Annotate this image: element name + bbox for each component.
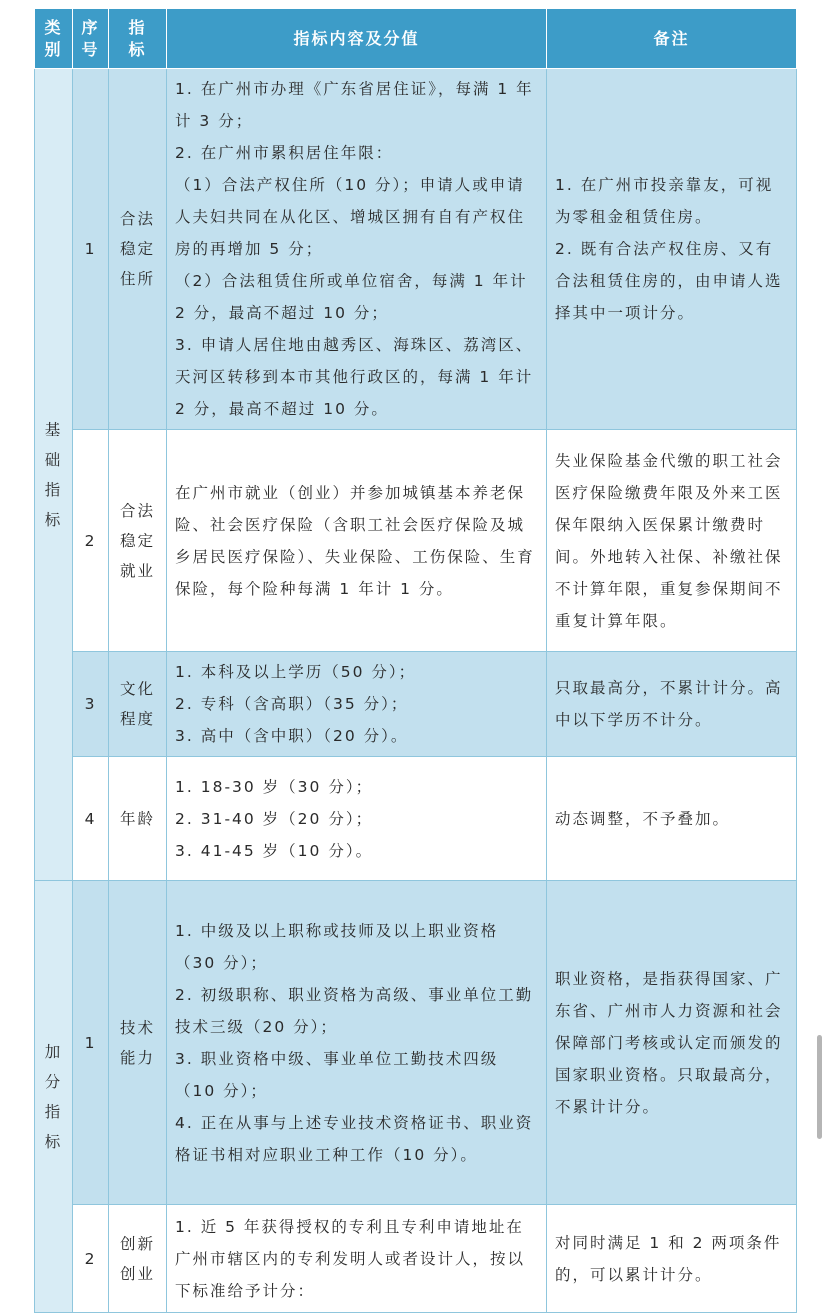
header-category: 类别 [35, 9, 73, 69]
table-row [35, 69, 797, 430]
indicator-name: 创新创业 [109, 1205, 167, 1313]
indicator-content: 1. 18-30 岁（30 分）； 2. 31-40 岁（20 分）； 3. 41-45 岁（10 分）。 [167, 757, 547, 881]
header-number: 序号 [73, 9, 109, 69]
table-row [35, 430, 797, 652]
indicator-name: 技术能力 [109, 881, 167, 1205]
category-bonus: 加分指标 [35, 881, 73, 1313]
row-number: 4 [73, 757, 109, 881]
row-number: 2 [73, 430, 109, 652]
points-table [34, 8, 797, 1313]
header-indicator: 指标 [109, 9, 167, 69]
table-row [35, 652, 797, 757]
header-notes: 备注 [547, 9, 797, 69]
indicator-note: 动态调整，不予叠加。 [547, 757, 797, 881]
indicator-content: 1. 中级及以上职称或技师及以上职业资格（30 分）； 2. 初级职称、职业资格为高级、事业单位工勤技术三级（20 分）； 3. 职业资格中级、事业单位工勤技术四级（10 分）； 4. 正在从事与上述专业技术资格证书、职业资格证书相对应职业工种工作（10 分）。 [167, 881, 547, 1205]
indicator-content: 1. 本科及以上学历（50 分）； 2. 专科（含高职）（35 分）； 3. 高中（含中职）（20 分）。 [167, 652, 547, 757]
category-basic: 基础指标 [35, 69, 73, 881]
indicator-name: 合法稳定住所 [109, 69, 167, 430]
indicator-note: 1. 在广州市投亲靠友，可视为零租金租赁住房。 2. 既有合法产权住房、又有合法租赁住房的，由申请人选择其中一项计分。 [547, 69, 797, 430]
indicator-content: 1. 近 5 年获得授权的专利且专利申请地址在广州市辖区内的专利发明人或者设计人，按以下标准给予计分： [167, 1205, 547, 1313]
header-content: 指标内容及分值 [167, 9, 547, 69]
indicator-note: 只取最高分，不累计计分。高中以下学历不计分。 [547, 652, 797, 757]
indicator-name: 文化程度 [109, 652, 167, 757]
table-row [35, 1205, 797, 1313]
indicator-note: 职业资格，是指获得国家、广东省、广州市人力资源和社会保障部门考核或认定而颁发的国家职业资格。只取最高分，不累计计分。 [547, 881, 797, 1205]
indicator-name: 合法稳定就业 [109, 430, 167, 652]
table-row [35, 757, 797, 881]
row-number: 2 [73, 1205, 109, 1313]
scrollbar-thumb[interactable] [817, 1035, 822, 1139]
score-table-container [34, 8, 796, 1313]
row-number: 3 [73, 652, 109, 757]
indicator-name: 年龄 [109, 757, 167, 881]
table-row [35, 881, 797, 1205]
row-number: 1 [73, 69, 109, 430]
table-header-row [35, 9, 797, 69]
indicator-note: 失业保险基金代缴的职工社会医疗保险缴费年限及外来工医保年限纳入医保累计缴费时间。外地转入社保、补缴社保不计算年限，重复参保期间不重复计算年限。 [547, 430, 797, 652]
row-number: 1 [73, 881, 109, 1205]
indicator-content: 1. 在广州市办理《广东省居住证》，每满 1 年计 3 分； 2. 在广州市累积居住年限： （1）合法产权住所（10 分）；申请人或申请人夫妇共同在从化区、增城区拥有自有产权住房的再增加 5 分； （2）合法租赁住所或单位宿舍，每满 1 年计 2 分，最高不超过 10 分； 3. 申请人居住地由越秀区、海珠区、荔湾区、天河区转移到本市其他行政区的，每满 1 年计 2 分，最高不超过 10 分。 [167, 69, 547, 430]
indicator-note: 对同时满足 1 和 2 两项条件的，可以累计计分。 [547, 1205, 797, 1313]
indicator-content: 在广州市就业（创业）并参加城镇基本养老保险、社会医疗保险（含职工社会医疗保险及城乡居民医疗保险）、失业保险、工伤保险、生育保险，每个险种每满 1 年计 1 分。 [167, 430, 547, 652]
